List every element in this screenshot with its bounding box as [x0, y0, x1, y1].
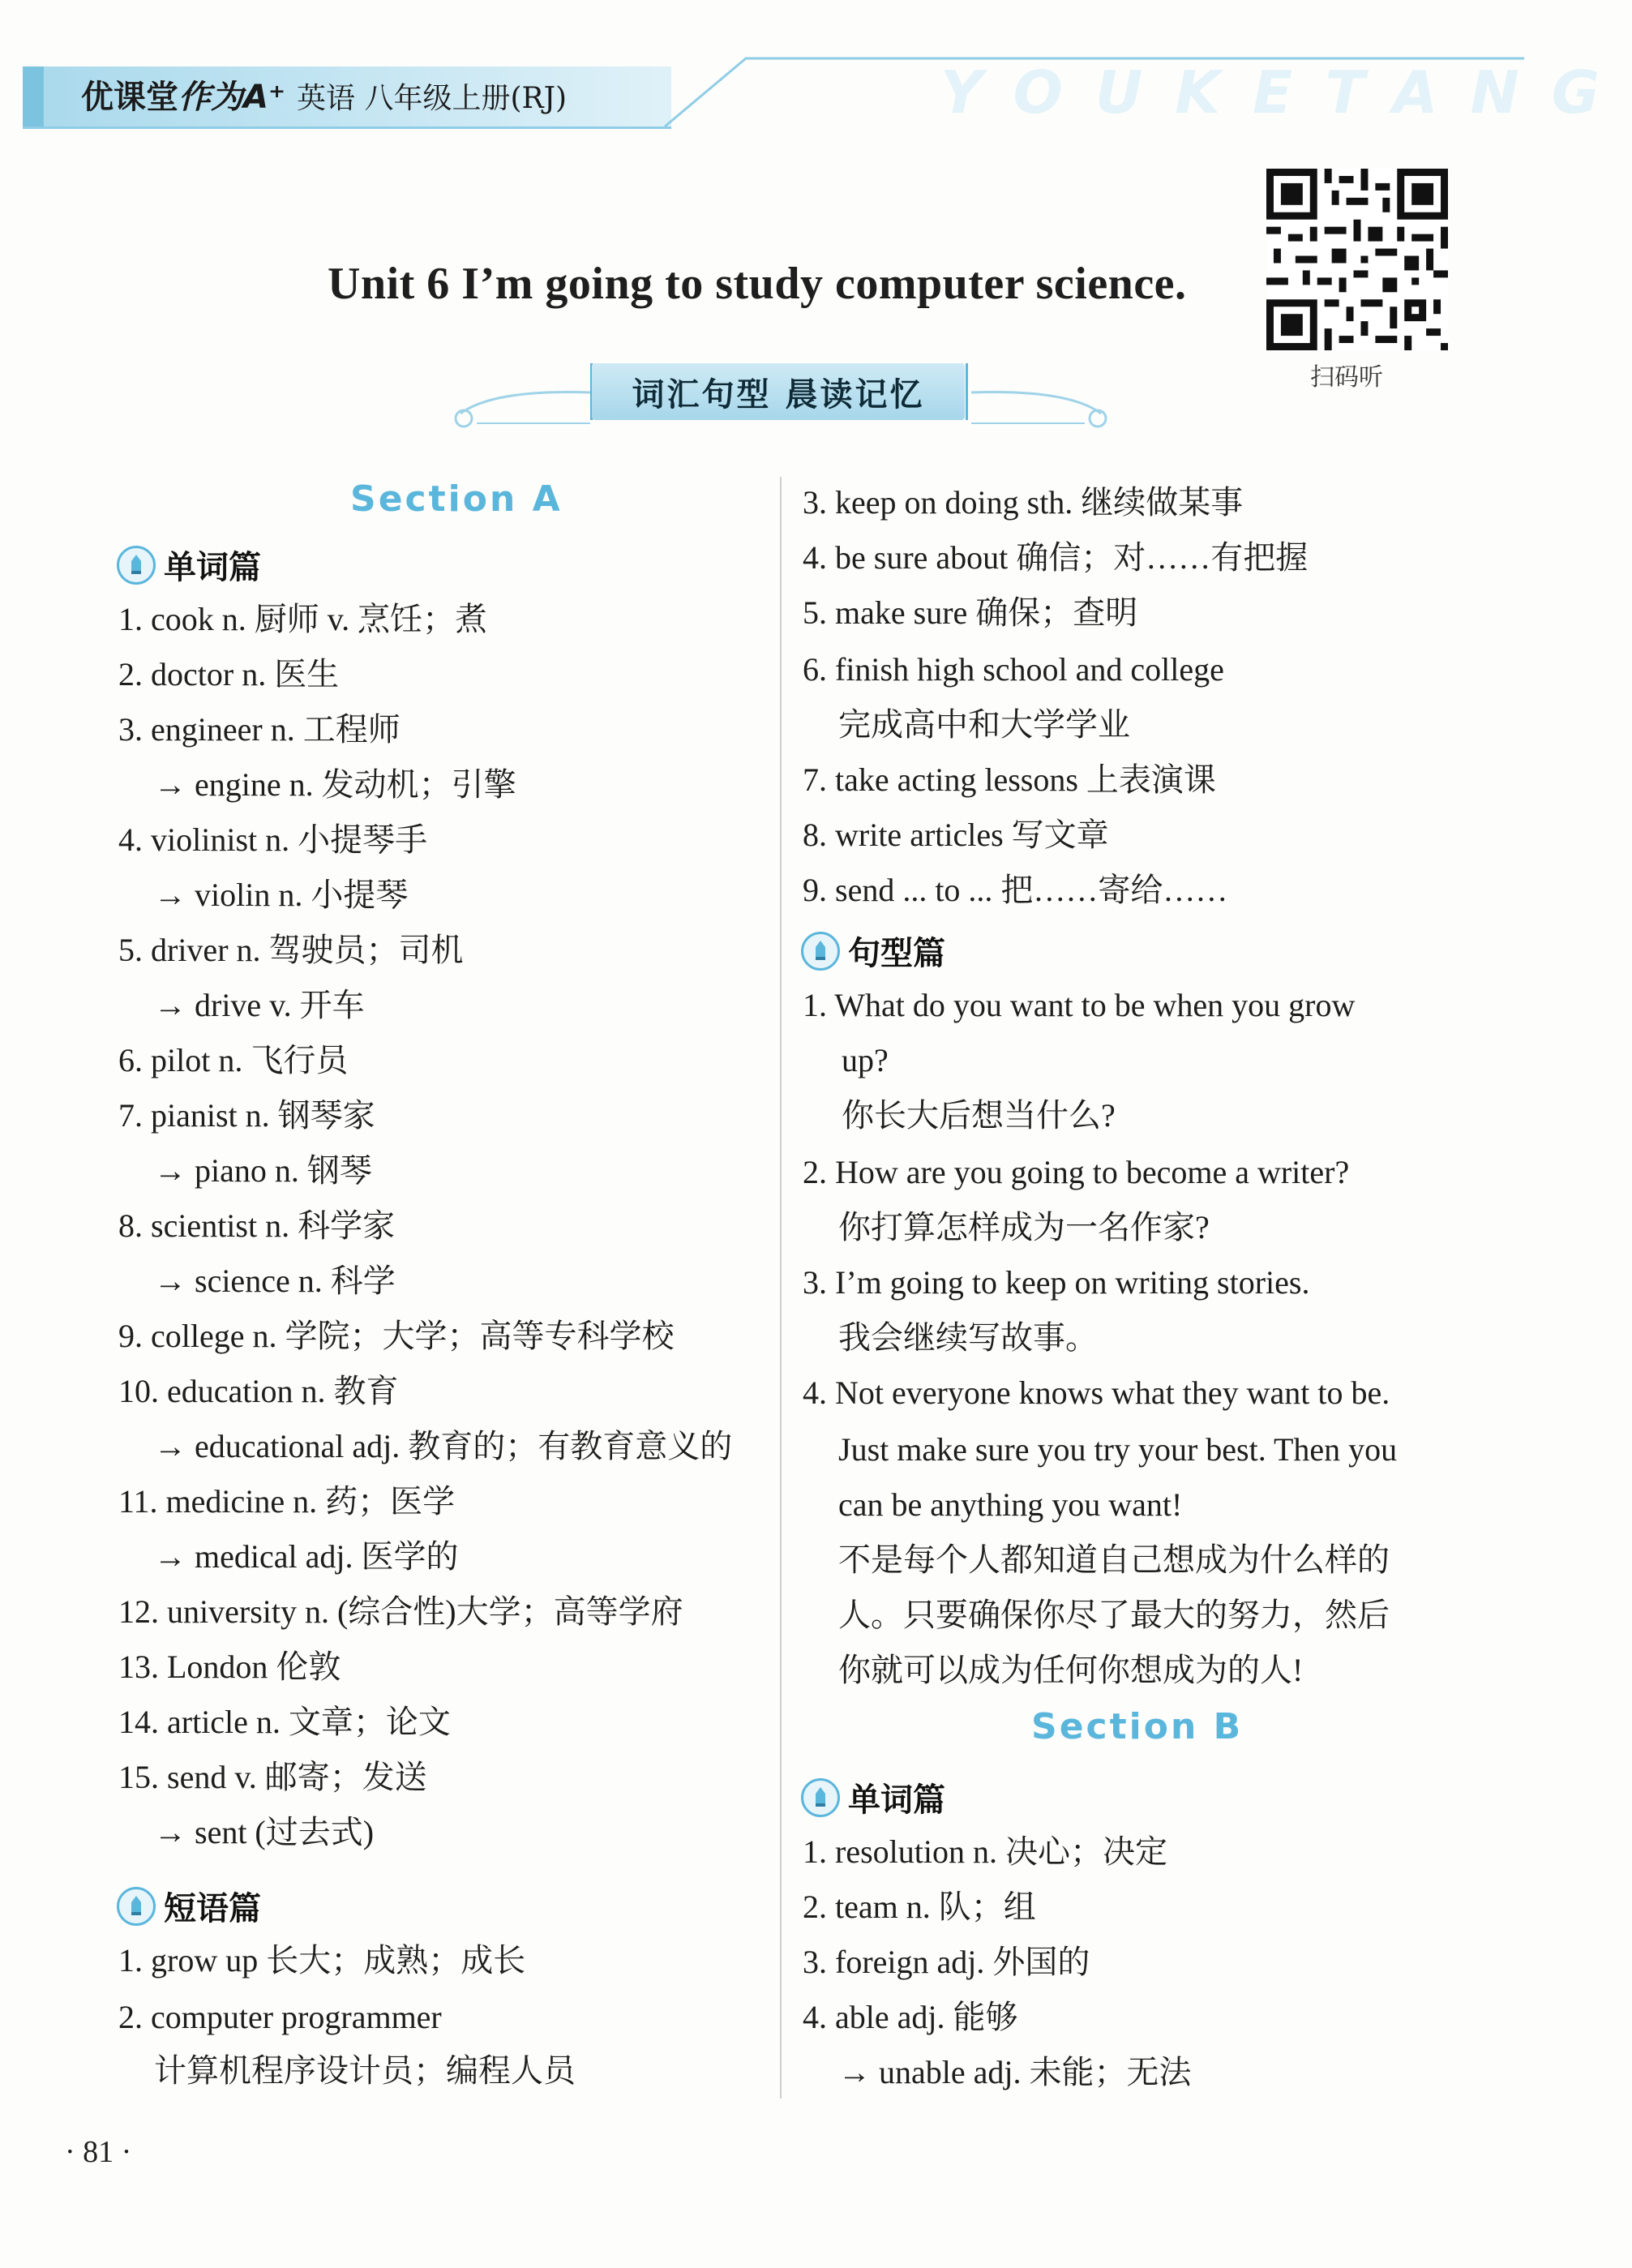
- vocab-item: 5. driver n. 驾驶员；司机: [118, 932, 464, 968]
- vocab-item: 3. foreign adj. 外国的: [803, 1944, 1090, 1980]
- qr-label: 扫码听: [1310, 363, 1383, 392]
- vocab-item: 4. able adj. 能够: [803, 1999, 1018, 2035]
- brand-name: 优课堂: [81, 79, 178, 116]
- vocab-item: 11. medicine n. 药；医学: [118, 1483, 456, 1520]
- vocab-item: 10. education n. 教育: [118, 1373, 399, 1409]
- vocab-item: → sent (过去式): [154, 1814, 375, 1850]
- vocab-item: → medical adj. 医学的: [154, 1538, 459, 1575]
- vocab-item: → drive v. 开车: [154, 987, 365, 1023]
- sentence-line: up?: [842, 1042, 889, 1078]
- phrase-item: 2. computer programmer: [118, 1999, 442, 2035]
- sentence-line: 不是每个人都知道自己想成为什么样的: [838, 1541, 1390, 1578]
- sentence-line: 人。只要确保你尽了最大的努力，然后: [838, 1597, 1390, 1633]
- sentence-head: [801, 928, 945, 974]
- header-underline: [23, 126, 671, 129]
- pencil-icon: [117, 546, 156, 585]
- phrase-item: 4. be sure about 确信；对……有把握: [803, 539, 1309, 576]
- phrase-item: 3. keep on doing sth. 继续做某事: [803, 484, 1244, 521]
- section-a-title: [350, 478, 563, 520]
- vocab-item: 14. article n. 文章；论文: [118, 1704, 451, 1740]
- sentence-line: 我会继续写故事。: [838, 1319, 1098, 1356]
- phrase-head-a: [117, 1883, 261, 1929]
- vocab-head-a: [117, 542, 261, 588]
- banner-title: 词汇句型 晨读记忆: [592, 363, 965, 420]
- sentence-line: 你长大后想当什么?: [842, 1097, 1116, 1134]
- vocab-item: → unable adj. 未能；无法: [838, 2054, 1192, 2090]
- phrase-item: 6. finish high school and college: [803, 651, 1224, 688]
- vocab-item: 3. engineer n. 工程师: [118, 711, 401, 748]
- vocab-item: 15. send v. 邮寄；发送: [118, 1759, 427, 1795]
- sentence-line: 2. How are you going to become a writer?: [803, 1154, 1350, 1190]
- vocab-item: → science n. 科学: [154, 1263, 396, 1299]
- section-banner: [444, 357, 1117, 438]
- vocab-item: → engine n. 发动机；引擎: [154, 766, 516, 803]
- header-accent-bar: [23, 66, 44, 128]
- book-subtitle: 英语 八年级上册(RJ): [297, 82, 568, 115]
- sentence-line: Just make sure you try your best. Then you: [838, 1431, 1398, 1468]
- section-b-title: [1031, 1706, 1243, 1747]
- sentence-line: 1. What do you want to be when you grow: [803, 987, 1356, 1023]
- vocab-item: 1. resolution n. 决心；决定: [803, 1833, 1167, 1870]
- vocab-item: 7. pianist n. 钢琴家: [118, 1097, 375, 1134]
- brand-name-italic: 作为A⁺: [178, 79, 286, 116]
- vocab-item: 9. college n. 学院；大学；高等专科学校: [118, 1318, 675, 1354]
- vocab-item: 6. pilot n. 飞行员: [118, 1042, 349, 1078]
- sentence-line: 3. I’m going to keep on writing stories.: [803, 1264, 1310, 1301]
- sentence-head-label: 句型篇: [848, 935, 945, 972]
- phrase-item: 9. send ... to ... 把……寄给……: [803, 872, 1228, 908]
- pencil-icon: [801, 932, 840, 971]
- vocab-item: 2. doctor n. 医生: [118, 656, 340, 692]
- vocab-item: 8. scientist n. 科学家: [118, 1207, 396, 1244]
- vocab-item: → educational adj. 教育的；有教育意义的: [154, 1428, 733, 1464]
- vocab-item: 1. cook n. 厨师 v. 烹饪；煮: [118, 601, 488, 637]
- vocab-item: → piano n. 钢琴: [154, 1152, 372, 1189]
- phrase-head-label: 短语篇: [164, 1890, 261, 1927]
- section-a-label: Section A: [350, 478, 563, 520]
- vocab-head-b: [801, 1774, 945, 1820]
- pencil-icon: [117, 1887, 156, 1926]
- sentence-line: 你打算怎样成为一名作家?: [838, 1209, 1210, 1245]
- column-divider: [780, 477, 782, 2099]
- phrase-item: 完成高中和大学学业: [838, 706, 1130, 743]
- phrase-item: 1. grow up 长大；成熟；成长: [118, 1942, 526, 1979]
- phrase-item: 7. take acting lessons 上表演课: [803, 761, 1216, 798]
- sentence-line: 4. Not everyone knows what they want to be.: [803, 1374, 1390, 1411]
- phrase-item: 5. make sure 确保；查明: [803, 594, 1138, 631]
- section-b-label: Section B: [1031, 1706, 1244, 1747]
- page-number: · 81 ·: [65, 2135, 132, 2169]
- vocab-head-label: 单词篇: [848, 1781, 945, 1819]
- vocab-item: 13. London 伦敦: [118, 1648, 341, 1685]
- pencil-icon: [801, 1778, 840, 1817]
- vocab-item: 12. university n. (综合性)大学；高等学府: [118, 1593, 683, 1630]
- vocab-head-label: 单词篇: [164, 549, 261, 586]
- sentence-line: can be anything you want!: [838, 1486, 1183, 1523]
- vocab-item: 4. violinist n. 小提琴手: [118, 821, 428, 858]
- vocab-item: 2. team n. 队；组: [803, 1889, 1036, 1925]
- watermark: YOUKETANG: [940, 58, 1632, 126]
- phrase-item: 计算机程序设计员；编程人员: [154, 2052, 576, 2089]
- brand-title: [81, 71, 567, 118]
- phrase-item: 8. write articles 写文章: [803, 817, 1109, 853]
- vocab-item: → violin n. 小提琴: [154, 877, 409, 913]
- unit-title: Unit 6 I’m going to study computer science.: [328, 259, 1187, 309]
- qr-code-icon[interactable]: [1266, 169, 1448, 350]
- sentence-line: 你就可以成为任何你想成为的人!: [838, 1652, 1304, 1688]
